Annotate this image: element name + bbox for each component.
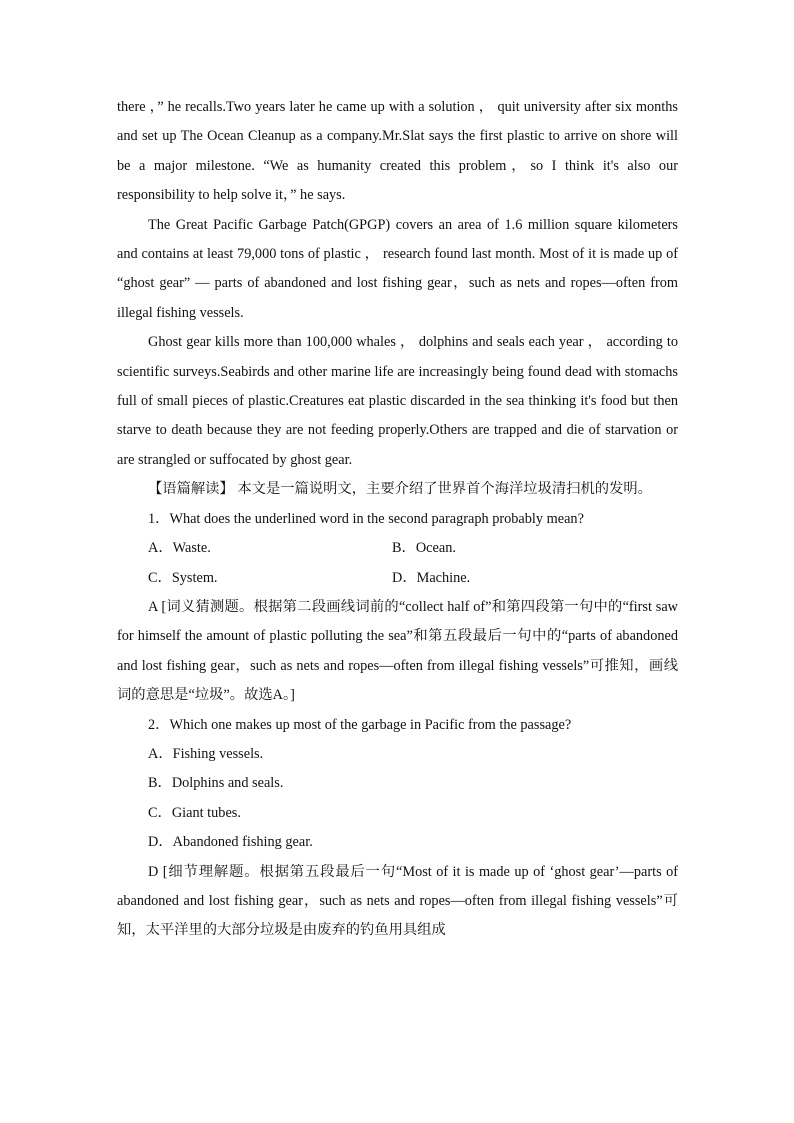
passage-analysis: 【语篇解读】 本文是一篇说明文，主要介绍了世界首个海洋垃圾清扫机的发明。 xyxy=(148,481,652,498)
question-2: 2．Which one makes up most of the garbage in Pacific from the passage? xyxy=(148,716,572,733)
question-1: 1．What does the underlined word in the second paragraph probably mean? xyxy=(148,510,584,527)
question-2-option-c: C．Giant tubes. xyxy=(148,804,241,821)
question-2-option-a: A．Fishing vessels. xyxy=(148,745,264,762)
passage-paragraph-1: there ，” he recalls.Two years later he came up with a solution ， quit university after six months and set up The Ocean Cleanup as a company.Mr.Slat says the first plastic to arrive on shore will be a major milestone. “We as humanity created this problem，so I think it's also our responsibility to help solve it，” he says. xyxy=(117,99,678,204)
question-2-answer: D [细节理解题。根据第五段最后一句“Most of it is made up of ‘ghost gear’—parts of abandoned and lost fishing gear，such as nets and ropes—often from illegal fishing vessels”可知，太平洋里的大部分垃圾是由废弃的钓鱼用具组成 xyxy=(117,863,678,939)
question-1-option-b: B．Ocean. xyxy=(392,540,456,557)
question-1-options-row-1 xyxy=(117,534,678,563)
passage-paragraph-2: The Great Pacific Garbage Patch(GPGP) covers an area of 1.6 million square kilometers and contains at least 79,000 tons of plastic ， research found last month. Most of it is made up of “ghost gear” — parts of abandoned and lost fishing gear，such as nets and ropes—often from illegal fishing vessels. xyxy=(117,216,678,321)
passage-paragraph-3: Ghost gear kills more than 100,000 whales ， dolphins and seals each year ， according to scientific surveys.Seabirds and other marine life are increasingly being found dead with stomachs full of small pieces of plastic.Creatures eat plastic discarded in the sea thinking it's food but then starve to death because they are not feeding properly.Others are trapped and die of starvation or are strangled or suffocated by ghost gear. xyxy=(117,334,678,468)
question-1-answer: A [词义猜测题。根据第二段画线词前的“collect half of”和第四段第一句中的“first saw for himself the amount of plastic polluting the sea”和第五段最后一句中的“parts of abandoned and lost fishing gear，such as nets and ropes—often from illegal fishing vessels”可推知，画线词的意思是“垃圾”。故选A。] xyxy=(117,598,678,704)
question-1-options-row-2 xyxy=(117,564,678,593)
document-body xyxy=(117,93,678,946)
question-1-option-c: C．System. xyxy=(148,569,218,586)
question-2-option-b: B．Dolphins and seals. xyxy=(148,775,284,792)
question-1-option-d: D．Machine. xyxy=(392,569,471,586)
question-2-option-d: D．Abandoned fishing gear. xyxy=(148,834,313,851)
question-1-option-a: A．Waste. xyxy=(148,540,211,557)
